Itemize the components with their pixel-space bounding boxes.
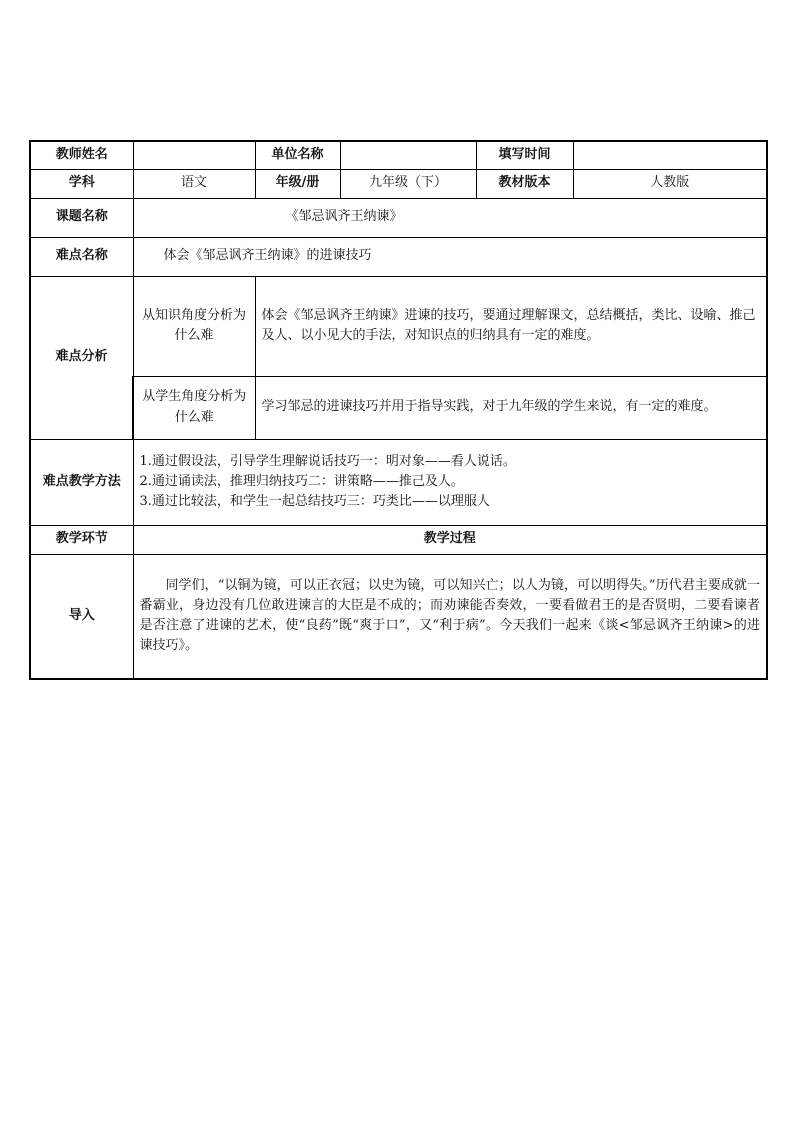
method-line: 3.通过比较法，和学生一起总结技巧三：巧类比——以理服人: [139, 494, 490, 510]
subject-label: 学科: [30, 169, 133, 198]
lesson-plan-table: [29, 140, 768, 680]
textbook-label: 教材版本: [476, 169, 573, 198]
student-angle-label: 从学生角度分析为什么难: [133, 376, 255, 439]
topic-label: 课题名称: [30, 198, 133, 237]
unit-name-label: 单位名称: [255, 141, 340, 169]
stage-header: 教学环节: [30, 525, 133, 554]
topic-row: [30, 198, 767, 237]
method-line: 1.通过假设法，引导学生理解说话技巧一：明对象——看人说话。: [139, 453, 516, 469]
textbook-value: 人教版: [573, 169, 767, 198]
intro-text: 同学们，“以铜为镜，可以正衣冠；以史为镜，可以知兴亡；以人为镜，可以明得失。”历代君主要成就一番霸业，身边没有几位敢进谏言的大臣是不成的；而劝谏能否奏效，一要看做君王的是否贤明，二要看谏者是否注意了进谏的艺术，使“良药”既“爽于口”，又“利于病”。今天我们一起来《谈<邹忌讽齐王纳谏>的进谏技巧》。: [133, 554, 767, 679]
difficulty-value: 体会《邹忌讽齐王纳谏》的进谏技巧: [133, 237, 767, 276]
subject-value: 语文: [133, 169, 255, 198]
process-header-row: [30, 525, 767, 554]
difficulty-label: 难点名称: [30, 237, 133, 276]
knowledge-angle-label: 从知识角度分析为什么难: [133, 276, 255, 376]
method-row: [30, 439, 767, 525]
fill-date-label: 填写时间: [476, 141, 573, 169]
knowledge-angle-value: 体会《邹忌讽齐王纳谏》进谏的技巧，要通过理解课文，总结概括，类比、设喻、推己及人、以小见大的手法，对知识点的归纳具有一定的难度。: [255, 276, 767, 376]
topic-value: 《邹忌讽齐王纳谏》: [133, 198, 767, 237]
student-angle-value: 学习邹忌的进谏技巧并用于指导实践，对于九年级的学生来说，有一定的难度。: [255, 376, 767, 439]
analysis-student-row: [30, 376, 767, 439]
method-line: 2.通过诵读法，推理归纳技巧二：讲策略——推己及人。: [139, 473, 464, 489]
fill-date-value: [573, 141, 767, 169]
method-label: 难点教学方法: [30, 439, 133, 525]
header-row: [30, 141, 767, 169]
subject-row: [30, 169, 767, 198]
method-value: [133, 439, 767, 525]
process-header: 教学过程: [133, 525, 767, 554]
difficulty-row: [30, 237, 767, 276]
unit-name-value: [340, 141, 476, 169]
teacher-name-value: [133, 141, 255, 169]
grade-label: 年级/册: [255, 169, 340, 198]
analysis-knowledge-row: [30, 276, 767, 376]
intro-row: [30, 554, 767, 679]
intro-label: 导入: [30, 554, 133, 679]
analysis-label: 难点分析: [30, 276, 133, 439]
teacher-name-label: 教师姓名: [30, 141, 133, 169]
grade-value: 九年级（下）: [340, 169, 476, 198]
